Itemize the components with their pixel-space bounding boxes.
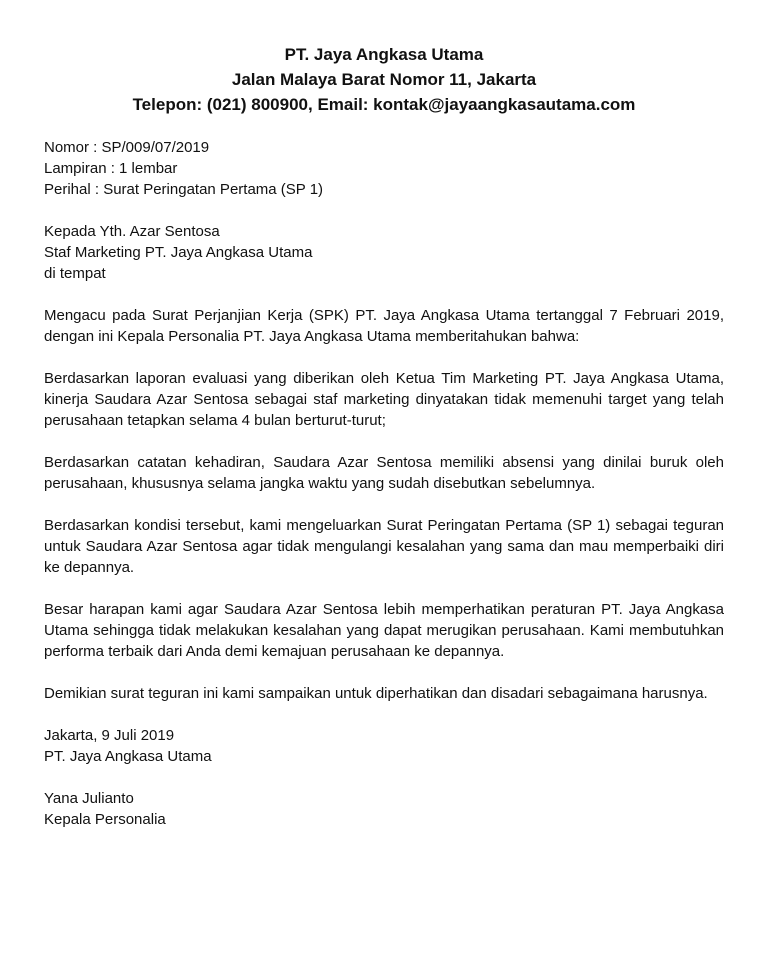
recipient-position: Staf Marketing PT. Jaya Angkasa Utama [44,244,313,261]
body-paragraph: Demikian surat teguran ini kami sampaikan untuk diperhatikan dan disadari sebagaimana harusnya. [44,685,708,702]
letter-attachment: Lampiran : 1 lembar [44,160,178,177]
body-paragraph: Mengacu pada Surat Perjanjian Kerja (SPK) PT. Jaya Angkasa Utama tertanggal 7 Februari 2019, dengan ini Kepala Personalia PT. Jaya Angkasa Utama memberitahukan bahwa: [44,307,724,345]
letter-subject: Perihal : Surat Peringatan Pertama (SP 1) [44,181,324,198]
letter-page [44,42,724,830]
recipient-block [44,221,724,284]
letter-meta [44,137,724,200]
body-paragraph: Berdasarkan laporan evaluasi yang diberikan oleh Ketua Tim Marketing PT. Jaya Angkasa Utama, kinerja Saudara Azar Sentosa sebagai staf marketing dinyatakan tidak memenuhi target yang telah perusahaan tetapkan selama 4 bulan berturut-turut; [44,370,724,429]
body-paragraph: Berdasarkan kondisi tersebut, kami mengeluarkan Surat Peringatan Pertama (SP 1) sebagai teguran untuk Saudara Azar Sentosa agar tidak mengulangi kesalahan yang sama dan mau memperbaiki diri ke depannya. [44,517,724,576]
letter-body [44,305,724,704]
company-name: PT. Jaya Angkasa Utama [284,45,484,64]
closing-company: PT. Jaya Angkasa Utama [44,748,212,765]
recipient-place: di tempat [44,265,106,282]
company-address: Jalan Malaya Barat Nomor 11, Jakarta [231,70,537,89]
recipient-name: Kepada Yth. Azar Sentosa [44,223,220,240]
body-paragraph: Berdasarkan catatan kehadiran, Saudara Azar Sentosa memiliki absensi yang dinilai buruk oleh perusahaan, khususnya selama jangka waktu yang sudah disebutkan sebelumnya. [44,454,724,492]
company-contact: Telepon: (021) 800900, Email: kontak@jayaangkasautama.com [132,95,636,114]
closing-block [44,725,724,830]
body-paragraph: Besar harapan kami agar Saudara Azar Sentosa lebih memperhatikan peraturan PT. Jaya Angkasa Utama sehingga tidak melakukan kesalahan yang dapat merugikan perusahaan. Kami membutuhkan performa terbaik dari Anda demi kemajuan perusahaan ke depannya. [44,601,724,660]
signatory-name: Yana Julianto [44,790,134,807]
place-date: Jakarta, 9 Juli 2019 [44,727,175,744]
letter-number: Nomor : SP/009/07/2019 [44,139,210,156]
signatory-title: Kepala Personalia [44,811,166,828]
letterhead [44,42,724,117]
